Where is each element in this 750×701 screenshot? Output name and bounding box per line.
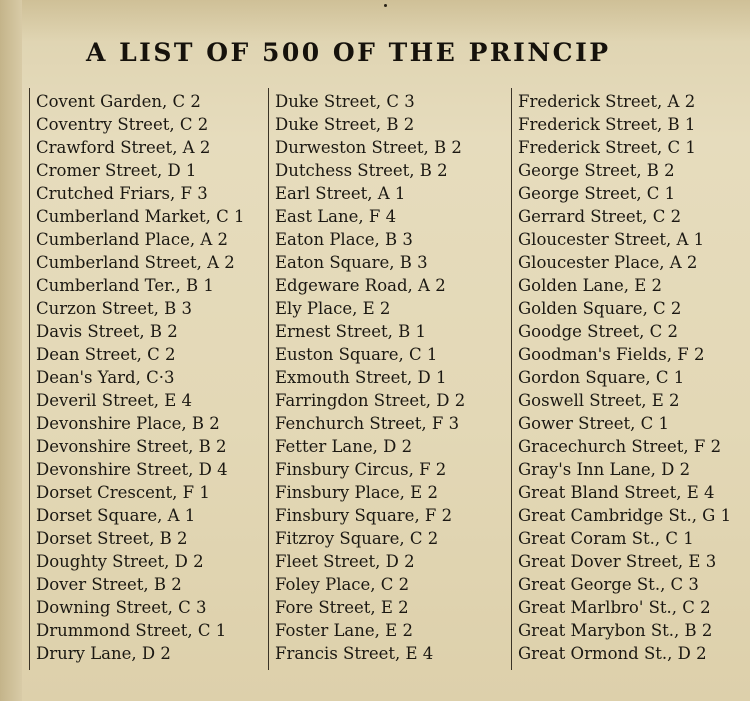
street-column-1 [29,88,258,670]
street-entry: Fetter Lane, D 2 [275,437,413,456]
street-entry: Duke Street, C 3 [275,92,415,111]
street-entry: Gloucester Street, A 1 [518,230,705,249]
street-entry: Devonshire Street, B 2 [36,437,227,456]
street-entry: Francis Street, E 4 [275,644,434,663]
street-entry: Deveril Street, E 4 [36,391,193,410]
street-entry: Great Ormond St., D 2 [518,644,707,663]
street-entry: Crawford Street, A 2 [36,138,211,157]
street-entry: Davis Street, B 2 [36,322,178,341]
street-entry: Exmouth Street, D 1 [275,368,447,387]
street-entry: Frederick Street, C 1 [518,138,696,157]
street-entry: Euston Square, C 1 [275,345,438,364]
street-entry: Great Coram St., C 1 [518,529,694,548]
street-entry: Great Dover Street, E 3 [518,552,717,571]
street-entry: Goswell Street, E 2 [518,391,680,410]
street-entry: Coventry Street, C 2 [36,115,209,134]
street-entry: Eaton Place, B 3 [275,230,413,249]
street-entry: Devonshire Street, D 4 [36,460,228,479]
street-entry: Duke Street, B 2 [275,115,415,134]
street-entry: Gerrard Street, C 2 [518,207,682,226]
street-entry: Gracechurch Street, F 2 [518,437,722,456]
street-entry: Dutchess Street, B 2 [275,161,448,180]
street-entry: Finsbury Place, E 2 [275,483,438,502]
street-entry: Gower Street, C 1 [518,414,669,433]
street-entry: Dean Street, C 2 [36,345,176,364]
street-entry: Dorset Crescent, F 1 [36,483,210,502]
street-entry: Fenchurch Street, F 3 [275,414,460,433]
street-entry: George Street, B 2 [518,161,675,180]
street-entry: Dorset Square, A 1 [36,506,196,525]
street-column-2 [268,88,501,670]
street-entry: Fore Street, E 2 [275,598,409,617]
street-entry: Great Bland Street, E 4 [518,483,715,502]
street-entry: Covent Garden, C 2 [36,92,201,111]
street-entry: Crutched Friars, F 3 [36,184,208,203]
street-entry: George Street, C 1 [518,184,676,203]
street-entry: Cumberland Market, C 1 [36,207,245,226]
street-entry: Doughty Street, D 2 [36,552,204,571]
street-entry: Finsbury Circus, F 2 [275,460,447,479]
street-entry: Dean's Yard, C·3 [36,368,175,387]
street-entry: Great George St., C 3 [518,575,699,594]
street-entry: Great Cambridge St., G 1 [518,506,732,525]
street-entry: Goodge Street, C 2 [518,322,679,341]
street-entry: Foley Place, C 2 [275,575,410,594]
street-entry: Cumberland Street, A 2 [36,253,235,272]
street-entry: Dover Street, B 2 [36,575,182,594]
street-entry: Gordon Square, C 1 [518,368,685,387]
street-entry: Great Marybon St., B 2 [518,621,713,640]
street-entry: Cromer Street, D 1 [36,161,197,180]
street-entry: Finsbury Square, F 2 [275,506,453,525]
street-entry: Dorset Street, B 2 [36,529,188,548]
street-entry: Downing Street, C 3 [36,598,207,617]
street-entry: Edgeware Road, A 2 [275,276,446,295]
street-entry: Earl Street, A 1 [275,184,406,203]
street-entry: Golden Square, C 2 [518,299,682,318]
street-entry: Goodman's Fields, F 2 [518,345,705,364]
street-column-3 [511,88,750,670]
street-entry: Frederick Street, B 1 [518,115,696,134]
street-entry: Durweston Street, B 2 [275,138,462,157]
street-entry: Drury Lane, D 2 [36,644,171,663]
street-entry: Frederick Street, A 2 [518,92,696,111]
street-entry: Gloucester Place, A 2 [518,253,698,272]
street-entry: Fleet Street, D 2 [275,552,415,571]
street-entry: Ely Place, E 2 [275,299,391,318]
street-entry: Golden Lane, E 2 [518,276,663,295]
street-entry: Eaton Square, B 3 [275,253,428,272]
street-entry: Drummond Street, C 1 [36,621,227,640]
street-entry: Cumberland Ter., B 1 [36,276,214,295]
ink-speck [384,4,387,7]
street-entry: Cumberland Place, A 2 [36,230,229,249]
street-entry: East Lane, F 4 [275,207,397,226]
street-entry: Curzon Street, B 3 [36,299,192,318]
street-entry: Devonshire Place, B 2 [36,414,220,433]
street-entry: Farringdon Street, D 2 [275,391,466,410]
street-entry: Ernest Street, B 1 [275,322,427,341]
street-entry: Fitzroy Square, C 2 [275,529,439,548]
street-entry: Gray's Inn Lane, D 2 [518,460,691,479]
street-entry: Great Marlbro' St., C 2 [518,598,711,617]
street-entry: Foster Lane, E 2 [275,621,413,640]
page-title: A LIST OF 500 OF THE PRINCIP [86,38,611,67]
